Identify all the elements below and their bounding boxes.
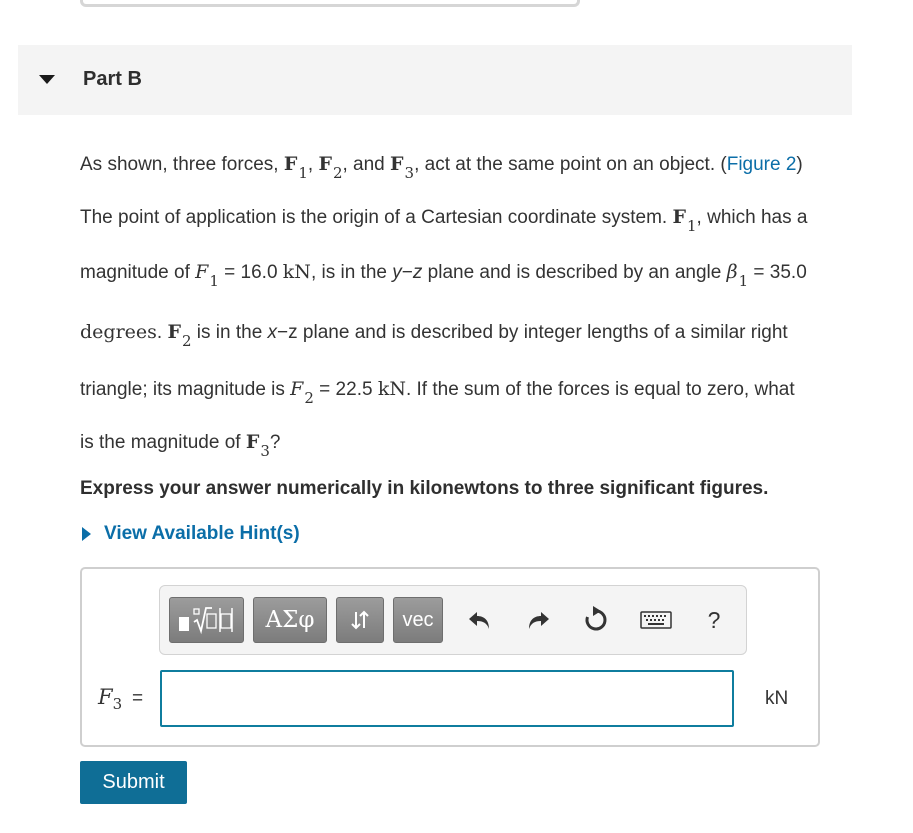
undo-button[interactable]: [462, 603, 498, 637]
answer-input[interactable]: [160, 670, 734, 727]
greek-symbols-button[interactable]: ΑΣφ: [253, 597, 327, 643]
caret-right-icon[interactable]: [82, 527, 91, 541]
keyboard-icon: [640, 610, 672, 630]
part-title: Part B: [83, 68, 142, 90]
question-line-5: triangle; its magnitude is $F_2 = 22.5$ kN. If the sum of the forces is equal to zero, what: [80, 378, 795, 407]
answer-variable-label: $F_3$ =: [98, 685, 144, 713]
part-header[interactable]: [18, 45, 852, 115]
help-button[interactable]: ?: [707, 606, 721, 633]
answer-instructions: Express your answer numerically in kilonewtons to three significant figures.: [80, 478, 769, 499]
unit-label: kN: [765, 688, 789, 709]
question-line-1: As shown, three forces, $F_1$, $F_2$, and $F_3$, act at the same point on an object. (Figure 2): [80, 153, 803, 182]
reset-button[interactable]: [578, 603, 614, 637]
arrows-button[interactable]: [336, 597, 384, 643]
answer-box: [80, 567, 820, 747]
figure-2-link[interactable]: Figure 2: [726, 154, 797, 175]
undo-icon: [467, 608, 493, 632]
collapse-caret-icon[interactable]: [39, 75, 55, 84]
template-radical-icon: [176, 603, 238, 637]
keyboard-button[interactable]: [636, 603, 676, 637]
question-line-2: The point of application is the origin of a Cartesian coordinate system. $F_1$, which has a: [80, 206, 808, 235]
template-button[interactable]: [169, 597, 244, 643]
reset-icon: [582, 606, 610, 634]
redo-icon: [525, 608, 551, 632]
vector-button[interactable]: vec: [393, 597, 443, 643]
math-toolbar: [159, 585, 747, 655]
redo-button[interactable]: [520, 603, 556, 637]
hint-label[interactable]: View Available Hint(s): [104, 523, 300, 544]
submit-button[interactable]: Submit: [80, 761, 187, 804]
question-line-4: degrees. $F_2$ is in the x−z plane and is described by integer lengths of a similar right: [80, 321, 788, 350]
swap-arrows-icon: [348, 608, 372, 632]
previous-part-frame: [80, 0, 580, 7]
question-line-6: is the magnitude of $F_3$?: [80, 431, 281, 460]
question-line-3: magnitude of $F_1 = 16.0$ kN, is in the y−z plane and is described by an angle $\beta_1 = 35.0$: [80, 261, 807, 290]
